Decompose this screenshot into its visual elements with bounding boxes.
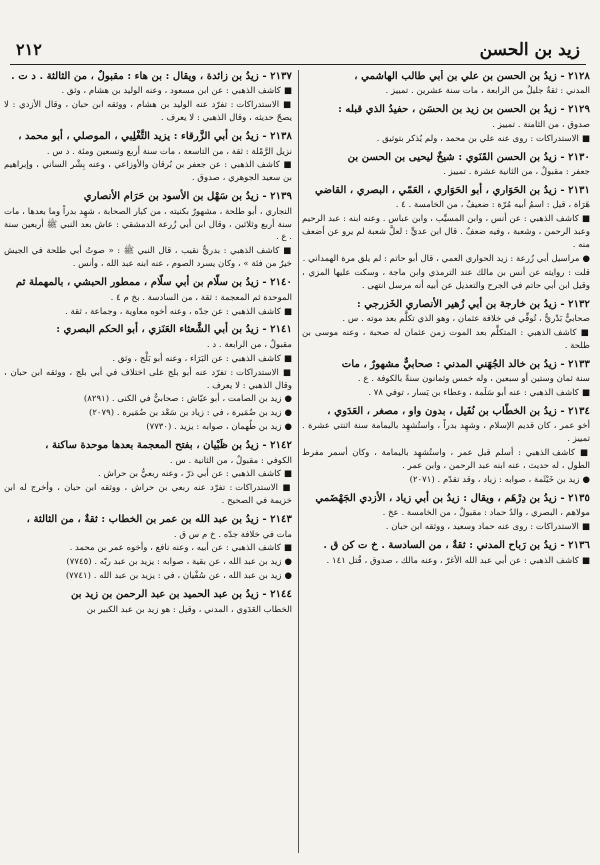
entry-text: سنة ثمان وستين أو سبعين ، وله خمس وثمانون سنةً بالكوفة . ع .: [357, 374, 590, 385]
entry-heading: ٢١٢٨ - زيدُ بن الحسن بن علي بن أبي طالب الهاشمي ،: [354, 70, 590, 82]
entry: [4, 190, 292, 271]
istidrak-note: [4, 482, 292, 508]
kashif-text: كاشف الذهبي : المتكلِّم بعد الموت زمن عثمان له صحبة ، وعنه موسى بن طلحة .: [302, 327, 590, 351]
bullet-mark: ■: [279, 246, 292, 257]
bullet-mark: ■: [279, 160, 292, 171]
cross-reference-text: مراسيل أبي زُرعة : زيد الحواري العمي ، قال أبو حاتم : لم يلق مرة الهمداني .: [302, 253, 580, 264]
bullet-mark: ■: [280, 306, 292, 317]
cross-reference-text: زيد بن ضُمَيرة ، في : زياد بن سَعْد بن ضُمَيرة . (٢٠٧٩): [88, 408, 282, 419]
entry-heading: ٢١٣٩ - زيدُ بن سَهْل بن الأسود بن حَرَام الأنصاري: [83, 190, 292, 203]
cross-reference: [4, 393, 292, 406]
kashif-note: [4, 542, 292, 555]
bullet-mark: ●: [281, 571, 292, 582]
entry-text: جعفر : مقبولٌ ، من الثانية عشرة . تمييز .: [443, 167, 590, 178]
entry: [302, 492, 590, 534]
bullet-mark: ■: [578, 214, 590, 225]
bullet-mark: ■: [280, 543, 292, 554]
entry: [4, 130, 292, 185]
kashif-text: كاشف الذهبي : عنه أبو سَلَمة ، وعطاء بن يَسار ، توفي ٧٨ .: [368, 388, 579, 399]
entry: [302, 358, 590, 400]
entry-text: الكوفي : مقبولٌ ، من الثانية . س .: [169, 455, 292, 466]
bullet-mark: ■: [278, 367, 292, 378]
entry: [302, 539, 590, 567]
entry-heading: ٢١٣٠ - زيدُ بن الحسن القَنَوي : شيخٌ ليحيى بن الحسن بن: [347, 150, 590, 163]
entry-text: مقبولٌ ، من الرابعة . د .: [206, 339, 292, 350]
entry: [4, 276, 292, 318]
kashif-note: [4, 245, 292, 271]
bullet-mark: ■: [280, 86, 292, 97]
entry-heading: ٢١٣٢ - زيدُ بن خارجة بن أبي زُهير الأنصاري الخَزرجي :: [356, 297, 590, 310]
kashif-note: [302, 555, 590, 568]
kashif-note: [4, 159, 292, 185]
bullet-mark: ■: [280, 469, 292, 480]
left-column: [4, 70, 292, 855]
entry-text: الموحدة ثم المعجمة : ثقة ، من السادسة . بخ م ٤ .: [110, 292, 292, 303]
entry-heading: ٢١٤٤ - زيدُ بن عبد الحميد بن عبد الرحمن بن زيد بن: [70, 588, 292, 601]
entry-heading: ٢١٣١ - زيدُ بن الحَوَاري ، أبو الحَوَاري ، العَمّي ، البصري ، القاضي: [315, 183, 590, 196]
entry: [302, 103, 590, 145]
entry: [4, 513, 292, 583]
entry-text: صحابيٌّ بَدْريٌّ ، تُوفِّي في خلافة عثمان ، وهو الذي تكلَّم بعد موته . س .: [342, 314, 590, 325]
entry-text: مات في خلافة جدّه . خ م س ق .: [173, 529, 292, 540]
running-title: زيد بن الحسن: [479, 40, 580, 60]
entry-heading: ٢١٤٣ - زيدُ بن عبد الله بن عمر بن الخطاب : ثقةٌ ، من الثالثة ،: [26, 513, 292, 526]
kashif-note: [4, 85, 292, 98]
entry: [4, 70, 292, 125]
istidrak-note: [302, 133, 590, 146]
entry-heading: ٢١٣٦ - زيدُ بن رَباح المدني : ثقةٌ ، من السادسة . خ ت كن ق .: [323, 539, 590, 552]
column-divider: [298, 70, 299, 853]
entry-text: المدني : ثقةٌ جليلٌ من الرابعة ، مات سنة عشرين . تمييز .: [385, 86, 590, 97]
cross-reference: [4, 556, 292, 569]
entry-heading: ٢١٣٧ - زيدُ بن زائدة ، ويقال : بن هاء : مقبولٌ ، من الثالثة . د ت .: [11, 70, 292, 82]
istidrak-note: [4, 367, 292, 393]
bullet-mark: ●: [281, 557, 292, 568]
istidrak-text: الاستدراكات : روى عنه حماد وسعيد ، ووثقه ابن حبان .: [385, 522, 579, 533]
kashif-text: كاشف الذهبي : عن جدّه ، وعنه أخوه معاوية ، وجماعة ، ثقة .: [65, 306, 281, 317]
kashif-text: كاشف الذهبي : عن أبي عبد الله الأغرّ ، وعنه مالك ، صدوق ، قُتل ١٤١ .: [326, 555, 579, 566]
editor-note: قلت : روايته عن أنس بن مالك عند الترمذي وابن ماجة ، وسكت عليها المزي ، وقيل ابن أبي حاتم في الجرح والتعديل عن أبيه أنه مرسل انتهى .: [302, 267, 590, 291]
right-column: [302, 70, 590, 855]
kashif-text: كاشف الذهبي : عن جعفر بن بُرقان والأوزاعي ، وعنه بِشْر الساني ، وإبراهيم بن سعيد الجوهري ، صدوق .: [4, 160, 292, 184]
bullet-mark: ■: [578, 555, 590, 566]
kashif-note: [302, 387, 590, 400]
bullet-mark: ■: [578, 133, 590, 144]
cross-reference: [302, 474, 590, 487]
entry-text: النجاري ، أبو طلحة ، مشهورٌ بكنيته ، من كبار الصحابة ، شهِد بدراً وما بعدها ، مات سنة أربع وثلاثين ، وقال ابن أبي زُرعة الدمشقي : عاش بعد النبي ﷺ أربعين سنة . ع .: [4, 206, 292, 243]
kashif-note: [302, 327, 590, 353]
kashif-note: [302, 213, 590, 252]
entry-heading: ٢١٢٩ - زيدُ بن الحسن بن زيد بن الحسَن ، حفيدُ الذي قبله :: [338, 103, 590, 116]
bullet-mark: ■: [279, 100, 292, 111]
bullet-mark: ■: [280, 353, 292, 364]
entry-heading: ٢١٤١ - زيدُ بن أبي الشَّعثاء العَنَزي ، أبو الحكم البصري :: [56, 323, 292, 336]
cross-reference-text: زيد بن عبد الله ، عن سُفْيان ، في : يزيد بن عبد الله . (٧٧٤١): [65, 571, 282, 582]
entry: [302, 151, 590, 179]
cross-reference-text: زيد بن طُهمان ، صوابه : يزيد . (٧٧٣٠): [146, 422, 282, 433]
bullet-mark: ●: [579, 474, 590, 485]
istidrak-text: الاستدراكات : تفرّد عنه أبو بلج على اختلاف في أبي بلج ، ووثقه ابن حبان ، وقال الذهبي : لا يعرف .: [4, 367, 292, 391]
entry-heading: ٢١٣٤ - زيدُ بن الخطّاب بن نُفَيل ، بدون واو ، مصغر ، العَدَوي ،: [327, 404, 590, 417]
kashif-text: كاشف الذهبي : عن أنس ، وابن المسيِّب ، وابن عباس . وعنه ابنه : عبد الرحيم وعبد الرحمن ، وشعبة ، وفيه ضعفٌ . قال ابن عديٍّ : لعلَّ شعبة لم يرو عن أضعف منه .: [302, 214, 590, 251]
cross-reference: [4, 407, 292, 420]
entry-text: أخو عمر ، كان قديم الإسلام ، وشهِد بدراً ، واستُشهِد باليمامة سنة اثنتي عشرة . تمييز .: [302, 421, 590, 445]
bullet-mark: ■: [576, 327, 590, 338]
kashif-note: [302, 447, 590, 473]
entry: [302, 298, 590, 353]
entry-text: نزيل الرَّمْلة : ثقة ، من التاسعة ، مات سنة أربع وتسعين ومئة . د س .: [46, 146, 292, 157]
cross-reference: [4, 570, 292, 583]
page-header: [10, 40, 586, 65]
kashif-note: [4, 306, 292, 319]
entry-heading: ٢١٣٨ - زيدُ بن أبي الزَّرقاء : يزيد التَّغْلِبي ، الموصلي ، أبو محمد ،: [18, 130, 292, 143]
bullet-mark: ■: [574, 448, 590, 459]
istidrak-text: الاستدراكات : تفرّد عنه ربعي بن حراش ، ووثقه ابن حبان ، وأخرج له ابن خزيمة في الصحيح .: [4, 483, 292, 507]
bullet-mark: ■: [578, 388, 590, 399]
kashif-note: [4, 468, 292, 481]
page-number: ٢١٢: [16, 40, 42, 59]
entry-heading: ٢١٣٣ - زيدُ بن خالد الجُهَني المدني : صحابيٌّ مشهورٌ ، مات: [341, 357, 590, 370]
entry: [302, 184, 590, 293]
kashif-text: كاشف الذهبي : عن البَرَاء ، وعنه أبو بَلْج ، وثق .: [112, 353, 281, 364]
entry-text: مولاهم ، البصري ، والدُ حماد : مقبولٌ ، من الخامسة . عخ .: [382, 508, 590, 519]
entry-heading: ٢١٣٥ - زيدُ بن دِرْهَم ، ويقال : زيدُ بن أبي زياد ، الأزدي الجَهْضَمي: [315, 491, 590, 504]
cross-reference: [302, 253, 590, 266]
bullet-mark: ■: [578, 522, 590, 533]
entry-heading: ٢١٤٠ - زيدُ بن سلّام بن أبي سلّام ، ممطور الحبشي ، بالمهملة ثم: [15, 276, 292, 289]
istidrak-note: [4, 99, 292, 125]
cross-reference-text: زيد بن الصامت ، أبو عيّاش : صحابيٌّ في الكنى . (٨٢٩١): [83, 394, 282, 405]
cross-reference-text: زيد بن خَيْثَمة ، صوابه : زياد ، وقد تقدّم . (٢٠٧١): [409, 474, 580, 485]
kashif-text: كاشف الذهبي : عن أبي ذرّ ، وعنه ربعيُّ بن حراش .: [98, 469, 281, 480]
kashif-text: كاشف الذهبي : بدريٌّ نقيب ، قال النبي ﷺ : « صوتُ أبي طلحة في الجيش خيرٌ من فئة » ، وكان يسرد الصوم ، عنه ابنه عبد الله ، وأنس .: [4, 246, 292, 270]
entry-heading: ٢١٤٢ - زيدُ بن ظَبْيان ، بفتح المعجمة بعدها موحدة ساكنة ،: [45, 439, 292, 452]
kashif-note: [4, 353, 292, 366]
bullet-mark: ■: [278, 483, 292, 494]
istidrak-text: الاستدراكات : تفرّد عنه الوليد بن هشام ، ووثقه ابن حبان ، وقال الأزدي : لا يصحّ حديثه ، وقال الذهبي : لا يعرف .: [4, 100, 292, 124]
bullet-mark: ●: [281, 394, 292, 405]
entry-text: هَرَاة ، قيل : اسمُ أبيه مُرّة : ضعيفٌ ، من الخامسة . ٤ .: [395, 200, 590, 211]
cross-reference-text: زيد بن عبد الله ، عن بقية ، صوابه : يزيد بن عبد ربّه . (٧٧٤٥): [66, 557, 282, 568]
istidrak-text: الاستدراكات : روى عنه علي بن محمد ، ولم يُذكر بتوثيق .: [376, 133, 579, 144]
kashif-text: كاشف الذهبي : أسلم قبل عمر ، واستُشهِد باليمامة ، وكان أسمر مفرط الطول ، له حديث ، عنه ابنه عبد الرحمن ، وابن عمر .: [302, 448, 590, 472]
entry-text: صدوق ، من الثامنة . تمييز .: [492, 119, 590, 130]
bullet-mark: ●: [579, 253, 590, 264]
entry: [302, 70, 590, 98]
bullet-mark: ●: [281, 408, 292, 419]
istidrak-note: [302, 521, 590, 534]
bullet-mark: ●: [281, 422, 292, 433]
entry: [4, 439, 292, 508]
entry: [4, 323, 292, 434]
kashif-text: كاشف الذهبي : عن أبيه ، وعنه نافع ، وأخوه عمر بن محمد .: [69, 543, 281, 554]
cross-reference: [4, 421, 292, 434]
entry-text: الخطاب العَدَوي ، المدني ، وقيل : هو زيد بن عبد الكبير بن: [86, 604, 292, 615]
kashif-text: كاشف الذهبي : عن ابن مسعود ، وعنه الوليد بن هشام ، وثق .: [61, 86, 281, 97]
entry: [4, 588, 292, 616]
entry: [302, 405, 590, 487]
